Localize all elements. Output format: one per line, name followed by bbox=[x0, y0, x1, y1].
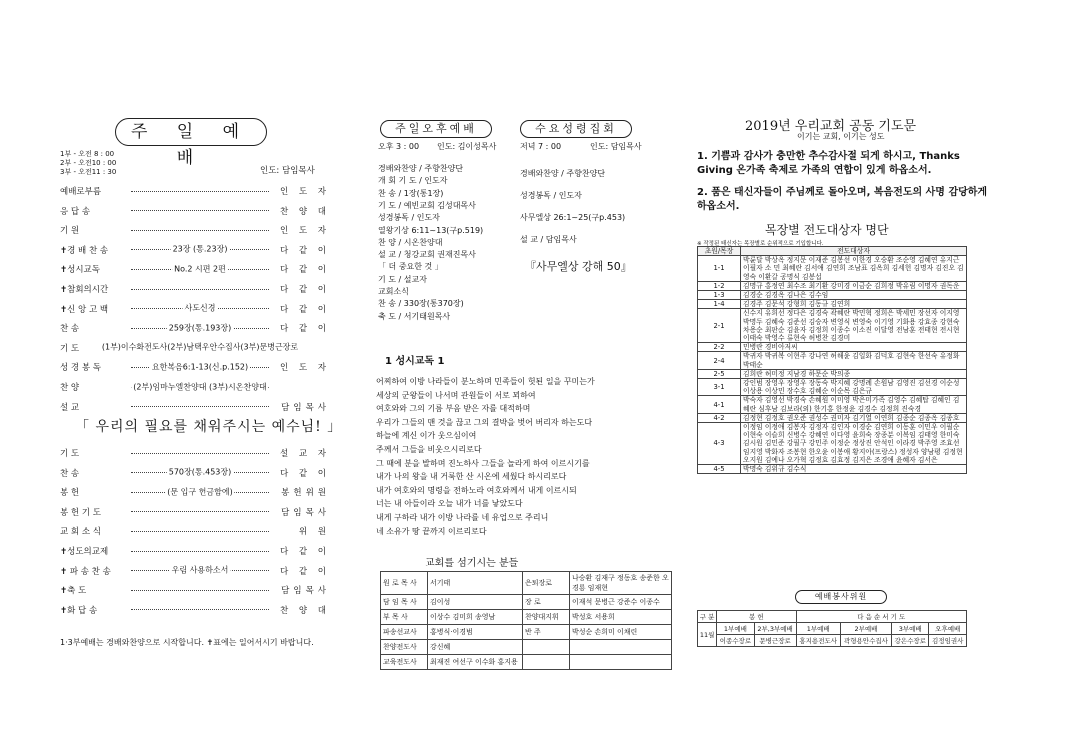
server-role: 원 로 목 사 bbox=[381, 572, 428, 595]
schedule-cell: 강은수장로 bbox=[892, 635, 929, 647]
managers-row bbox=[698, 256, 967, 282]
order-person: 위 원 bbox=[298, 527, 330, 538]
order-person: 다 같 이 bbox=[279, 566, 330, 577]
order-dots bbox=[131, 531, 269, 532]
order-label: ✝참회의시간 bbox=[60, 285, 109, 295]
server-role: 찬양전도사 bbox=[381, 640, 428, 655]
managers-row bbox=[698, 343, 967, 352]
order-row bbox=[60, 204, 330, 218]
managers-group: 4-2 bbox=[698, 413, 741, 422]
order-row bbox=[60, 302, 330, 316]
servers-row bbox=[381, 655, 672, 670]
afternoon-time: 오후 3 : 00 bbox=[378, 142, 420, 151]
sermon-title: 「 우리의 필요를 채워주시는 예수님! 」 bbox=[75, 419, 343, 435]
schedule-head-kind: 구 분 bbox=[698, 611, 717, 623]
service-time-1: 1부 - 오전 8 : 00 bbox=[60, 150, 115, 158]
order-row bbox=[60, 262, 330, 276]
afternoon-row: 찬 양 / 시온찬양대 bbox=[378, 237, 443, 247]
managers-names: 신수지 유희선 정다은 김경숙 곽혜란 박민혁 정희은 박세민 장선자 이지영 박명두 김혜숙 김준선 김승자 변영식 변영숙 이기영 기화용 강효종 강현숙 차용순 최판순 김윤자 김정희 이종수 이소진 이달영 전남훈 전태현 전시현 이태숙 박영수 류현숙 허병찬 김경미 bbox=[741, 309, 967, 343]
order-person: 봉헌위원 bbox=[281, 488, 330, 499]
order-label: 응 답 송 bbox=[60, 206, 91, 217]
order-label: 봉 헌 기 도 bbox=[60, 507, 101, 518]
managers-row bbox=[698, 352, 967, 369]
managers-names: 강인범 장영우 장영우 장동숙 박지혜 강명례 손원남 김영진 김선경 이순성 이상용 이상민 장수호 김혜순 이순목 김은규 bbox=[741, 379, 967, 396]
servers-title: 교회를 섬기시는 분들 bbox=[425, 558, 519, 569]
wednesday-row: 성경봉독 / 인도자 bbox=[520, 191, 582, 200]
order-person: 인 도 자 bbox=[279, 363, 330, 374]
order-dots bbox=[131, 191, 269, 192]
schedule-table bbox=[697, 610, 967, 647]
responsive-line: 내가 나의 왕을 내 거룩한 산 시온에 세웠다 하시리로다 bbox=[376, 472, 567, 482]
wednesday-sermon: 『사무엘상 강해 50』 bbox=[525, 260, 632, 273]
responsive-line: 세상의 군왕들이 나서며 관원들이 서로 꾀하여 bbox=[376, 390, 536, 400]
order-detail: 사도신경 bbox=[184, 303, 216, 313]
servers-row bbox=[381, 625, 672, 640]
managers-group: 2-5 bbox=[698, 369, 741, 378]
order-dots bbox=[131, 551, 269, 552]
service-time-2: 2부 - 오전10 : 00 bbox=[60, 159, 117, 167]
order-label: 기 도 bbox=[60, 343, 80, 354]
order-row bbox=[60, 341, 330, 355]
order-label: 찬 양 bbox=[60, 383, 80, 393]
responsive-line: 내게 구하라 내가 이방 나라를 네 유업으로 주리니 bbox=[376, 513, 549, 522]
server-names: 김이성 bbox=[428, 595, 523, 610]
managers-names: 박명숙 김위규 김수식 bbox=[741, 465, 967, 474]
afternoon-row: 「 더 중요한 것 」 bbox=[378, 262, 443, 272]
order-dots bbox=[131, 322, 269, 332]
server-role: 은퇴장로 bbox=[523, 572, 570, 595]
managers-note: ※ 작정된 태신자는 목장별로 순위적으로 기입합니다. bbox=[697, 241, 824, 247]
responsive-line: 어찌하여 이방 나라들이 분노하며 민족들이 헛된 일을 꾸미는가 bbox=[376, 377, 595, 386]
managers-names: 이정임 이정애 김봉자 김정자 김인자 이경순 김연희 이동훈 이민우 이필순 이현숙 이슬희 신병수 강혜연 이다영 윤희숙 장종분 이복임 김태영 한미숙 김시원 김민준 강필구 강민주 이정순 정상진 안석인 이라경 박주영 조효선 임지영 박화자 조봉현 한오윤 이봉애 황지아(프랑스) 정성자 양남평 김정현 오지원 김예나 오가혁 김정효 김효정 김지은 조경애 윤혜자 김서은 bbox=[741, 423, 967, 465]
order-label: 교 회 소 식 bbox=[60, 527, 101, 538]
order-label: 설 교 bbox=[60, 402, 80, 413]
server-empty bbox=[523, 655, 570, 670]
order-dots bbox=[131, 467, 269, 477]
order-label: ✝경 배 찬 송 bbox=[60, 245, 109, 256]
afternoon-row: 기 도 / 예빈교회 김성대목사 bbox=[378, 200, 476, 210]
order-row bbox=[60, 223, 330, 237]
order-label: 성 경 봉 독 bbox=[60, 363, 101, 374]
order-label: ✝ 파 송 찬 송 bbox=[60, 566, 111, 577]
sunday-worship-title: 주 일 예 배 bbox=[115, 118, 267, 146]
wednesday-row: 설 교 / 담임목사 bbox=[520, 235, 577, 244]
managers-names: 박귀자 박귀복 이현주 강나연 허해윤 김일화 김덕호 김현숙 한선숙 유정화 박태순 bbox=[741, 352, 967, 369]
managers-table bbox=[697, 246, 967, 474]
order-label: ✝성시교독 bbox=[60, 265, 100, 276]
order-label: 봉 헌 bbox=[60, 488, 80, 499]
order-detail: 우림 사용하소서 bbox=[171, 565, 229, 575]
schedule-sub: 2부,3부예배 bbox=[754, 623, 796, 635]
afternoon-row: 개 회 기 도 / 인도자 bbox=[378, 176, 448, 186]
server-names: 홍병식·이경범 bbox=[428, 625, 523, 640]
order-person: 다 같 이 bbox=[279, 324, 330, 335]
managers-group: 2-4 bbox=[698, 352, 741, 369]
managers-names: 김경순 김경옥 김나은 김수임 bbox=[741, 291, 967, 300]
managers-title: 목장별 전도대상자 명단 bbox=[765, 223, 889, 237]
order-dots bbox=[131, 453, 269, 454]
managers-row bbox=[698, 300, 967, 309]
servers-row bbox=[381, 610, 672, 625]
order-row bbox=[60, 524, 330, 538]
schedule-sub: 3부예배 bbox=[892, 623, 929, 635]
order-detail: 요한복음6:1-13(신.p.152) bbox=[151, 362, 249, 372]
managers-group: 2-2 bbox=[698, 343, 741, 352]
managers-group: 4-3 bbox=[698, 423, 741, 465]
prayer-title: 2019년 우리교회 공동 기도문 bbox=[745, 119, 917, 134]
managers-group: 4-5 bbox=[698, 465, 741, 474]
servers-row bbox=[381, 572, 672, 595]
afternoon-title: 주일오후예배 bbox=[380, 120, 492, 138]
prayer-2: 2. 품은 태신자들이 주님께로 돌아오며, 복음전도의 사명 감당하게 하옵소서. bbox=[697, 187, 988, 212]
order-row bbox=[60, 583, 330, 597]
responsive-line: 여호와와 그의 기름 부음 받은 자를 대적하며 bbox=[376, 404, 531, 414]
server-empty bbox=[570, 655, 672, 670]
order-row bbox=[60, 184, 330, 198]
managers-row bbox=[698, 309, 967, 343]
order-detail: 570장(통.453장) bbox=[168, 467, 232, 477]
order-person: 인 도 자 bbox=[279, 187, 330, 197]
order-row bbox=[60, 360, 330, 374]
managers-names: 김정현 김정호 권오준 권성수 권미자 김기열 이연희 김종순 김종옥 김종호 bbox=[741, 413, 967, 422]
order-label: 기 도 bbox=[60, 449, 80, 459]
order-person: 담임목사 bbox=[281, 402, 330, 413]
responsive-title: 1 성시교독 1 bbox=[385, 356, 445, 367]
footnote: 1·3부예배는 경배와찬양으로 시작합니다. ✝표에는 일어서시기 바랍니다. bbox=[60, 638, 314, 647]
server-role: 반 주 bbox=[523, 625, 570, 640]
server-role: 찬양대지휘 bbox=[523, 610, 570, 625]
schedule-month: 11월 bbox=[698, 623, 717, 647]
managers-group: 1-3 bbox=[698, 291, 741, 300]
wednesday-leader: 인도: 담임목사 bbox=[590, 142, 642, 151]
server-empty bbox=[523, 640, 570, 655]
afternoon-row: 찬 송 / 330장(통370장) bbox=[378, 299, 464, 309]
schedule-cell: 이종수장로 bbox=[717, 635, 754, 647]
order-person: 다 같 이 bbox=[279, 285, 330, 295]
order-label: ✝화 답 송 bbox=[60, 605, 98, 616]
order-dots bbox=[131, 565, 269, 575]
server-names: 강신혜 bbox=[428, 640, 523, 655]
order-dots bbox=[131, 210, 269, 211]
schedule-title: 예배봉사위원 bbox=[795, 590, 887, 604]
schedule-sub: 오후예배 bbox=[929, 623, 967, 635]
order-dots bbox=[131, 289, 269, 290]
afternoon-row: 성경봉독 / 인도자 bbox=[378, 213, 440, 223]
order-person: 설 교 자 bbox=[279, 449, 330, 459]
order-row bbox=[60, 505, 330, 519]
server-role: 장 로 bbox=[523, 595, 570, 610]
wednesday-row: 경배와찬양 / 주향찬양단 bbox=[520, 169, 606, 178]
order-person: 다 같 이 bbox=[279, 265, 330, 276]
order-detail: No.2 시편 2편 bbox=[174, 264, 226, 274]
order-row bbox=[60, 544, 330, 558]
server-role: 담 임 목 사 bbox=[381, 595, 428, 610]
responsive-line: 너는 내 아들이라 오늘 내가 너를 낳았도다 bbox=[376, 499, 523, 509]
order-person: 찬 양 대 bbox=[279, 605, 330, 616]
managers-row bbox=[698, 369, 967, 378]
managers-head-group: 초원/목장 bbox=[698, 247, 741, 256]
managers-group: 1-4 bbox=[698, 300, 741, 309]
order-detail: (2부)임마누엘찬양대 (3부)시온찬양대 bbox=[133, 381, 267, 391]
server-role: 부 목 사 bbox=[381, 610, 428, 625]
order-dots bbox=[131, 406, 269, 407]
order-label: 찬 송 bbox=[60, 468, 80, 479]
service-times bbox=[60, 150, 116, 177]
order-person: 찬 양 대 bbox=[279, 206, 330, 217]
afternoon-row: 설 교 / 청강교회 권재진목사 bbox=[378, 250, 476, 260]
order-dots bbox=[131, 511, 269, 512]
order-label: 찬 송 bbox=[60, 324, 80, 335]
order-dots bbox=[131, 381, 269, 391]
responsive-line: 그 때에 분을 발하며 진노하사 그들을 놀라게 하여 이르시기를 bbox=[376, 458, 590, 468]
servers-table bbox=[380, 571, 672, 670]
server-role: 파송선교사 bbox=[381, 625, 428, 640]
order-detail: 259장(통.193장) bbox=[168, 322, 232, 332]
order-row bbox=[60, 466, 330, 480]
managers-row bbox=[698, 379, 967, 396]
order-row bbox=[60, 485, 330, 499]
managers-row bbox=[698, 396, 967, 413]
schedule-cell: 김정임권사 bbox=[929, 635, 967, 647]
wednesday-row: 사무엘상 26:1~25(구p.453) bbox=[520, 213, 626, 222]
order-label: ✝성도의교제 bbox=[60, 547, 109, 557]
order-row bbox=[60, 282, 330, 296]
server-role: 교육전도사 bbox=[381, 655, 428, 670]
server-names: 서기태 bbox=[428, 572, 523, 595]
schedule-cell: 문병근장로 bbox=[754, 635, 796, 647]
responsive-line: 주께서 그들을 비웃으시리로다 bbox=[376, 445, 482, 454]
order-row bbox=[60, 380, 330, 394]
order-person: 담임목사 bbox=[281, 586, 330, 597]
afternoon-row: 열왕기상 6:11~13(구p.519) bbox=[378, 225, 484, 235]
order-dots bbox=[131, 264, 269, 274]
managers-group: 4-1 bbox=[698, 396, 741, 413]
responsive-line: 우리가 그들의 맨 것을 끊고 그의 결박을 벗어 버리자 하는도다 bbox=[376, 417, 593, 427]
order-dots bbox=[131, 590, 269, 591]
schedule-cell: 곽형용안수집사 bbox=[840, 635, 891, 647]
server-names: 이재석 문병근 강준수 이종수 bbox=[570, 595, 672, 610]
prayer-1: 1. 기쁨과 감사가 충만한 추수감사절 되게 하시고, Thanks Giving 온가족 축제로 가족의 연합이 있게 하옵소서. bbox=[697, 151, 960, 176]
order-row bbox=[60, 400, 330, 414]
schedule-cell: 홍지용전도사 bbox=[796, 635, 840, 647]
order-row bbox=[60, 564, 330, 578]
afternoon-row: 교회소식 bbox=[378, 287, 409, 296]
managers-names: 박숙자 김영선 박경숙 손혜원 이미영 박은미가족 김영수 김혜탑 김혜인 김혜란 심후남 김보라(외) 한기홍 한정윤 김경수 김정희 진숙경 bbox=[741, 396, 967, 413]
order-label: ✝신 앙 고 백 bbox=[60, 304, 109, 315]
order-detail: 23장 (통.23장) bbox=[172, 244, 228, 254]
afternoon-row: 축 도 / 서기태원목사 bbox=[378, 311, 451, 321]
order-person: 다 같 이 bbox=[279, 468, 330, 479]
order-row bbox=[60, 321, 330, 335]
order-dots bbox=[101, 342, 299, 352]
managers-names: 김명규 홍정연 최수조 최기환 강미경 이금순 김희정 박유림 이명자 권독운 bbox=[741, 281, 967, 290]
responsive-line: 하늘에 계신 이가 웃으심이여 bbox=[376, 431, 477, 441]
order-dots bbox=[131, 362, 269, 372]
order-row bbox=[60, 243, 330, 257]
afternoon-row: 기 도 / 설교자 bbox=[378, 274, 427, 284]
order-person: 다 같 이 bbox=[279, 547, 330, 557]
managers-row bbox=[698, 465, 967, 474]
order-person: 담임목사 bbox=[281, 507, 330, 518]
wednesday-time: 저녁 7 : 00 bbox=[520, 142, 562, 151]
managers-row bbox=[698, 281, 967, 290]
order-row bbox=[60, 603, 330, 617]
servers-row bbox=[381, 595, 672, 610]
managers-row bbox=[698, 291, 967, 300]
managers-names: 김경주 김문석 강형희 김동규 김연희 bbox=[741, 300, 967, 309]
service-time-3: 3부 - 오전11 : 30 bbox=[60, 168, 117, 176]
order-row bbox=[60, 446, 330, 460]
managers-group: 3-1 bbox=[698, 379, 741, 396]
server-names: 최재진 여선구 이수화 홍지용 bbox=[428, 655, 523, 670]
responsive-line: 내가 여호와의 명령을 전하노라 여호와께서 내게 이르시되 bbox=[376, 485, 577, 495]
afternoon-row: 경배와찬양 / 주향찬양단 bbox=[378, 164, 464, 173]
managers-group: 2-1 bbox=[698, 309, 741, 343]
server-names: 박성순 손희미 이채린 bbox=[570, 625, 672, 640]
order-dots bbox=[131, 244, 269, 254]
server-empty bbox=[570, 640, 672, 655]
servers-row bbox=[381, 640, 672, 655]
schedule-sub: 2부예배 bbox=[840, 623, 891, 635]
schedule-sub: 1부예배 bbox=[717, 623, 754, 635]
managers-row bbox=[698, 413, 967, 422]
schedule-head-prayer: 다 음 순 서 기 도 bbox=[796, 611, 966, 623]
order-dots bbox=[131, 303, 269, 313]
order-dots bbox=[131, 230, 269, 231]
server-names: 이상수 김미희 송영남 bbox=[428, 610, 523, 625]
managers-group: 1-2 bbox=[698, 281, 741, 290]
schedule-head-offering: 봉 헌 bbox=[717, 611, 796, 623]
order-dots bbox=[131, 486, 269, 496]
managers-row bbox=[698, 423, 967, 465]
prayer-subtitle: 이기는 교회, 이기는 성도 bbox=[797, 132, 885, 141]
leader-text: 인도: 담임목사 bbox=[260, 166, 315, 176]
managers-names: 민병란 경비아저씨 bbox=[741, 343, 967, 352]
order-label: 예배로부름 bbox=[60, 187, 102, 197]
order-person: 다 같 이 bbox=[279, 245, 330, 256]
order-detail: (1부)이수화전도사(2부)남택우안수집사(3부)문병근장로 bbox=[101, 342, 299, 352]
schedule-sub: 1부예배 bbox=[796, 623, 840, 635]
order-person: 다 같 이 bbox=[279, 304, 330, 315]
order-detail: (문 입구 헌금함에) bbox=[167, 486, 233, 496]
managers-names: 박륜달 박상옥 정지문 이재준 김봉선 이한경 오승환 조순영 김혜연 유지근 이필자 소 민 최혜란 김서애 김연희 조남표 김옥희 김세헌 김명자 김진오 김영숙 이환갈 공명식 김봉섭 bbox=[741, 256, 967, 282]
order-dots bbox=[131, 609, 269, 610]
order-label: 기 원 bbox=[60, 226, 80, 237]
server-names: 박성호 서용희 bbox=[570, 610, 672, 625]
afternoon-row: 찬 송 / 1장(통1장) bbox=[378, 188, 444, 198]
responsive-line: 네 소유가 땅 끝까지 이르리로다 bbox=[376, 526, 487, 536]
managers-group: 1-1 bbox=[698, 256, 741, 282]
afternoon-leader: 인도: 김이성목사 bbox=[437, 142, 497, 151]
order-person: 인 도 자 bbox=[279, 226, 330, 237]
managers-head-names: 전도대상자 bbox=[741, 247, 967, 256]
server-names: 나승환 김재구 정동호 송준한 오경룡 임재현 bbox=[570, 572, 672, 595]
managers-names: 김희란 허미정 지남경 하문순 박의종 bbox=[741, 369, 967, 378]
order-label: ✝축 도 bbox=[60, 586, 87, 597]
wednesday-title: 수요성령집회 bbox=[520, 120, 632, 138]
